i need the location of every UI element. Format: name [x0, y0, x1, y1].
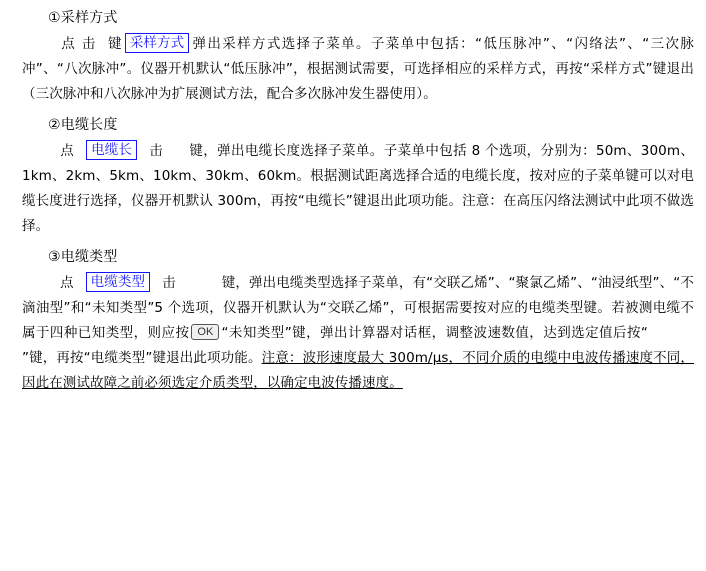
- key-label-cable-type[interactable]: 电缆类型: [86, 272, 150, 292]
- paragraph-cable-type: [0, 271, 706, 396]
- section-heading: ①采样方式: [48, 10, 118, 26]
- text-run: 键，弹出电缆类型选择子菜单，有“交联乙烯”、“聚氯乙烯”、“油浸纸型”、“不滴油型”和“未知类型”5 个选项，仪器开机默认为“交联乙烯”，可根据需要按对应的电缆类型键。若被测电缆不属于四种已知类型，则应按: [22, 275, 694, 341]
- text-run: 点: [60, 143, 75, 159]
- text-run: 键: [106, 36, 123, 52]
- key-label-cable-length[interactable]: 电缆长: [86, 140, 137, 160]
- text-run: “未知类型”键，弹出计算器对话框，调整波速数值，达到选定值后按“: [221, 325, 648, 341]
- text-run-emphasis: 注意：波形速度最大 300m/μs，不同介质的电缆中电波传播速度不同，因此在测试故障之前必须选定介质类型，以确定电波传播速度。: [22, 350, 694, 391]
- section-sampling-mode: [0, 6, 706, 107]
- section-cable-length: [0, 113, 706, 239]
- paragraph-sampling-mode: [0, 32, 706, 107]
- text-run: ”键，再按“电缆类型”键退出此项功能。: [22, 350, 262, 366]
- text-run: 击: [162, 275, 176, 291]
- paragraph-cable-length: [0, 139, 706, 239]
- text-run: 点: [60, 275, 74, 291]
- section-heading: ②电缆长度: [48, 117, 118, 133]
- text-run: 点 击: [60, 36, 97, 52]
- key-label-sampling-mode[interactable]: 采样方式: [125, 33, 189, 53]
- ok-key-icon[interactable]: OK: [191, 324, 219, 340]
- section-heading: ③电缆类型: [48, 249, 118, 265]
- section-cable-type: [0, 245, 706, 396]
- text-run: 弹出采样方式选择子菜单。子菜单中包括：“低压脉冲”、“闪络法”、“三次脉冲”、“八次脉冲”。仪器开机默认“低压脉冲”，根据测试需要，可选择相应的采样方式，再按“采样方式”键退出（三次脉冲和八次脉冲为扩展测试方法，配合多次脉冲发生器使用）。: [22, 36, 694, 102]
- text-run: 击: [148, 143, 164, 159]
- document-page: [0, 6, 706, 571]
- text-run: 键，弹出电缆长度选择子菜单。子菜单中包括 8 个选项，分别为：50m、300m、1km、2km、5km、10km、30km、60km。根据测试距离选择合适的电缆长度，按对应的子菜单键可以对电缆长度进行选择，仪器开机默认 300m，再按“电缆长”键退出此项功能。注意：在高压闪络法测试中此项不做选择。: [22, 143, 694, 234]
